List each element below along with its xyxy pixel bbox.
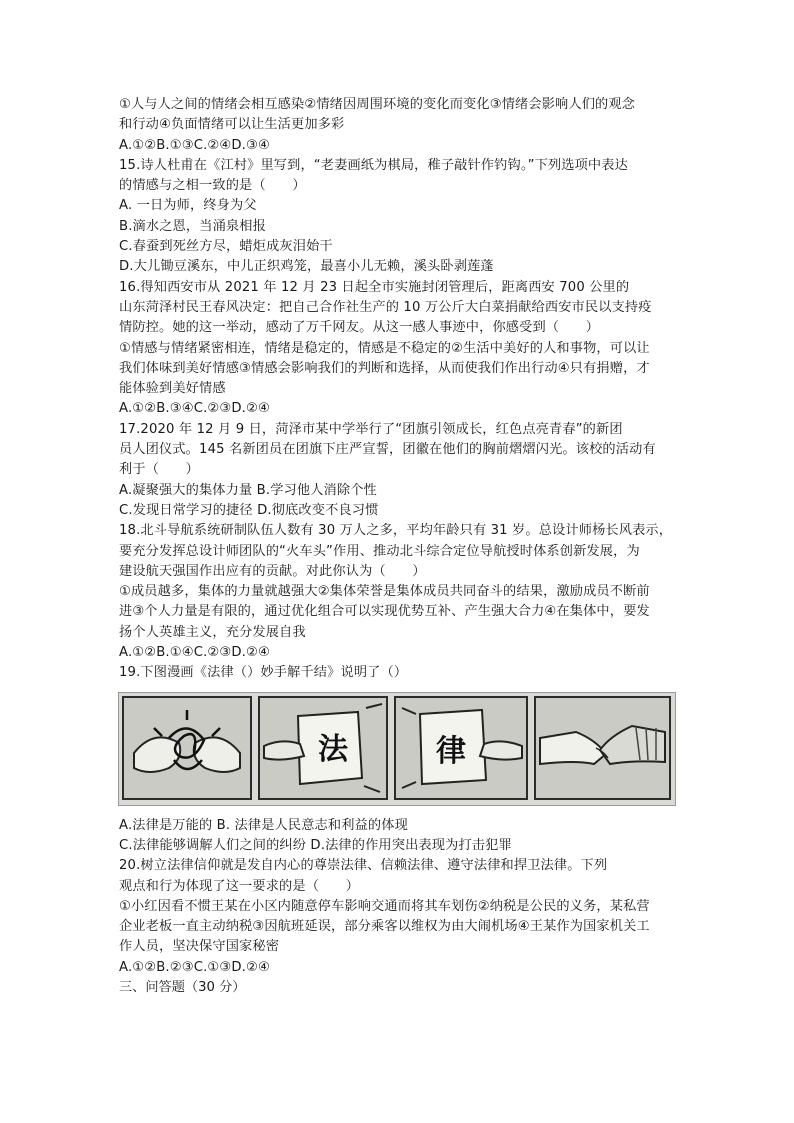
comic-panel-lv bbox=[394, 696, 528, 800]
comic-char-lv: 律 bbox=[436, 733, 466, 769]
comic-char-fa: 法 bbox=[318, 731, 348, 767]
q18-choices: A.①②B.①④C.②③D.②④ bbox=[119, 645, 270, 661]
q19-stem: 19.下图漫画《法律（）妙手解千结》说明了（） bbox=[119, 665, 408, 681]
q16-stem-3: 情防控。她的这一举动，感动了万千网友。从这一感人事迹中，你感受到（ ） bbox=[119, 320, 600, 336]
q15-option-c: C.春蚕到死丝方尽，蜡炬成灰泪始干 bbox=[119, 239, 333, 255]
q18-options-3: 扬个人英雄主义，充分发展自我 bbox=[119, 624, 306, 640]
exam-page bbox=[119, 95, 679, 998]
q20-stem-2: 观点和行为体现了这一要求的是（ ） bbox=[119, 878, 360, 894]
q18-options-2: 进③个人力量是有限的，通过优化组合可以实现优势互补、产生强大合力④在集体中，要发 bbox=[119, 604, 650, 620]
q20-options-2: 企业老板一直主动纳税③因航班延误，部分乘客以维权为由大闹机场④王某作为国家机关工 bbox=[119, 919, 650, 935]
q17-stem-1: 17.2020 年 12 月 9 日，菏泽市某中学举行了“团旗引领成长，红色点亮青春”的新团 bbox=[119, 421, 623, 437]
q14-options-line-1: ①人与人之间的情绪会相互感染②情绪因周围环境的变化而变化③情绪会影响人们的观念 bbox=[119, 97, 636, 112]
q16-options-2: 我们体味到美好情感③情感会影响我们的判断和选择，从而使我们作出行动④只有捐赠，才 bbox=[119, 360, 650, 376]
comic-panel-tangled-hands bbox=[122, 696, 252, 800]
q16-stem-2: 山东菏泽村民王春风决定：把自己合作社生产的 10 万公斤大白菜捐献给西安市民以支持疫 bbox=[119, 299, 652, 315]
q16-options-3: 能体验到美好情感 bbox=[119, 381, 226, 397]
comic-panel-handshake bbox=[534, 696, 671, 800]
q17-options-cd: C.发现日常学习的捷径 D.彻底改变不良习惯 bbox=[119, 502, 379, 518]
q18-stem-2: 要充分发挥总设计师团队的“火车头”作用、推动北斗综合定位导航授时体系创新发展，为 bbox=[119, 543, 640, 559]
q14-choices: A.①②B.①③C.②④D.③④ bbox=[119, 137, 270, 153]
q15-stem-1: 15.诗人杜甫在《江村》里写到，“老妻画纸为棋局，稚子敲针作钓钩。”下列选项中表达 bbox=[119, 157, 628, 173]
q16-choices: A.①②B.③④C.②③D.②④ bbox=[119, 401, 270, 417]
q20-choices: A.①②B.②③C.①③D.②④ bbox=[119, 959, 270, 975]
q17-options-ab: A.凝聚强大的集体力量 B.学习他人消除个性 bbox=[119, 482, 377, 498]
tangled-hands-illustration bbox=[124, 698, 250, 798]
q15-option-d: D.大儿锄豆溪东，中儿正织鸡笼，最喜小儿无赖，溪头卧剥莲蓬 bbox=[119, 259, 494, 275]
section-heading-qa: 三、问答题（30 分） bbox=[119, 979, 246, 995]
q20-options-1: ①小红因看不惯王某在小区内随意停车影响交通而将其车划伤②纳税是公民的义务，某私营 bbox=[119, 898, 650, 914]
comic-panel-fa bbox=[258, 696, 388, 800]
q16-options-1: ①情感与情绪紧密相连，情绪是稳定的，情感是不稳定的②生活中美好的人和事物，可以让 bbox=[119, 340, 650, 356]
q20-stem-1: 20.树立法律信仰就是发自内心的尊崇法律、信赖法律、遵守法律和捍卫法律。下列 bbox=[119, 858, 608, 874]
q15-option-b: B.滴水之恩，当涌泉相报 bbox=[119, 218, 266, 234]
q20-options-3: 作人员，坚决保守国家秘密 bbox=[119, 939, 280, 955]
q19-options-cd: C.法律能够调解人们之间的纠纷 D.法律的作用突出表现为打击犯罪 bbox=[119, 837, 512, 853]
q18-stem-1: 18.北斗导航系统研制队伍人数有 30 万人之多，平均年龄只有 31 岁。总设计师杨长风表示， bbox=[119, 523, 673, 539]
q15-stem-2: 的情感与之相一致的是（ ） bbox=[119, 178, 306, 194]
q14-options-line-2: 和行动④负面情绪可以让生活更加多彩 bbox=[119, 117, 345, 133]
q17-stem-3: 利于（ ） bbox=[119, 462, 200, 478]
q16-stem-1: 16.得知西安市从 2021 年 12 月 23 日起全市实施封闭管理后，距离西安 700 公里的 bbox=[119, 279, 630, 295]
q18-options-1: ①成员越多，集体的力量就越强大②集体荣誉是集体成员共同奋斗的结果，激励成员不断前 bbox=[119, 584, 650, 600]
q17-stem-2: 员人团仪式。145 名新团员在团旗下庄严宣誓，团徽在他们的胸前熠熠闪光。该校的活动有 bbox=[119, 442, 656, 458]
handshake-illustration bbox=[536, 698, 669, 798]
q18-stem-3: 建设航天强国作出应有的贡献。对此你认为（ ） bbox=[119, 563, 426, 579]
q19-options-ab: A.法律是万能的 B. 法律是人民意志和利益的体现 bbox=[119, 817, 408, 833]
q15-option-a: A. 一日为师，终身为父 bbox=[119, 198, 257, 214]
law-comic-strip bbox=[118, 692, 676, 806]
